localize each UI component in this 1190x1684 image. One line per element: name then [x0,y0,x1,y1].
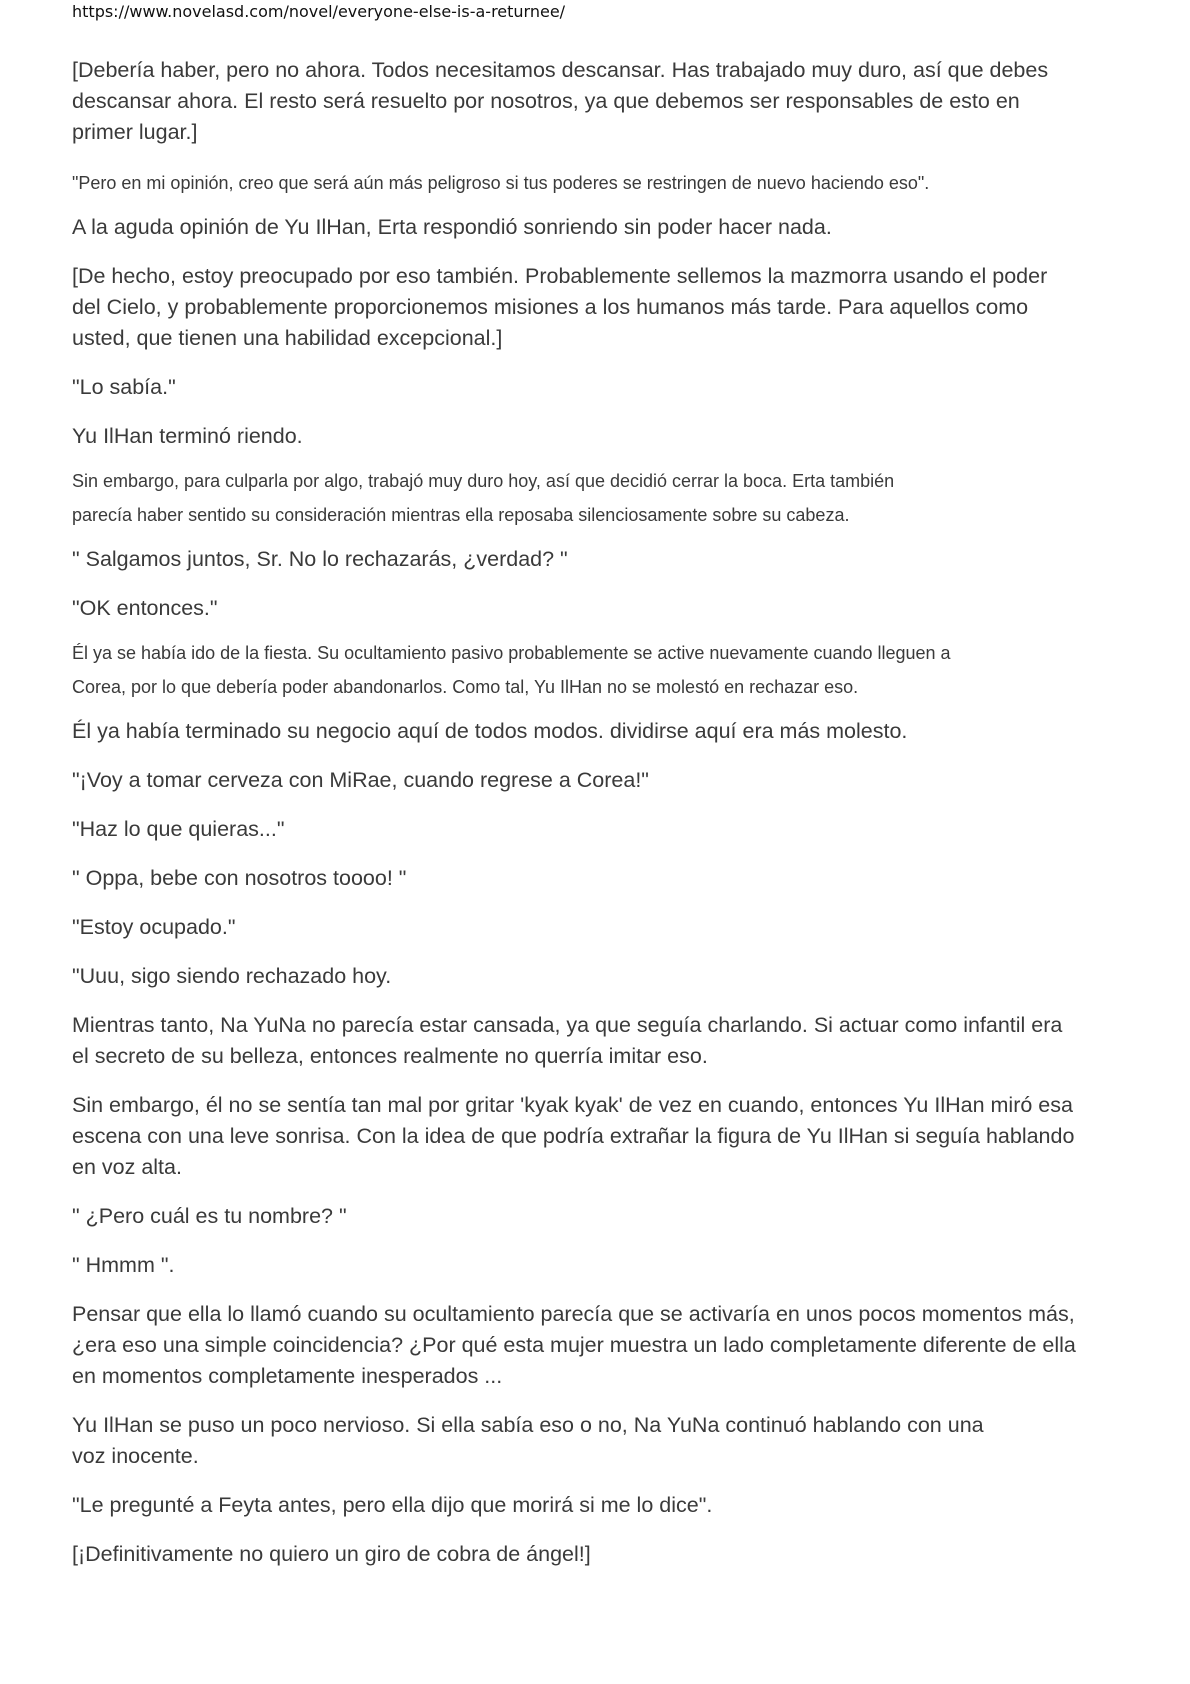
paragraph: "Haz lo que quieras..." [72,817,285,841]
paragraph: Sin embargo, para culparla por algo, trabajó muy duro hoy, así que decidió cerrar la boca. Erta también parecía haber sentido su consideración mientras ella reposaba silenciosamente sobre su cabeza. [72,471,895,525]
paragraph: "Lo sabía." [72,375,176,399]
paragraph: [Debería haber, pero no ahora. Todos necesitamos descansar. Has trabajado muy duro, así que debes descansar ahora. El resto será resuelto por nosotros, ya que debemos ser responsables de esto en primer lugar.] [72,58,1049,144]
paragraph: "Pero en mi opinión, creo que será aún más peligroso si tus poderes se restringen de nuevo haciendo eso". [72,173,930,193]
paragraph: Él ya había terminado su negocio aquí de todos modos. dividirse aquí era más molesto. [72,719,908,743]
paragraph: " Oppa, bebe con nosotros toooo! " [72,866,407,890]
paragraph: Mientras tanto, Na YuNa no parecía estar cansada, ya que seguía charlando. Si actuar como infantil era el secreto de su belleza, entonces realmente no querría imitar eso. [72,1013,1063,1068]
paragraph: [De hecho, estoy preocupado por eso también. Probablemente sellemos la mazmorra usando el poder del Cielo, y probablemente proporcionemos misiones a los humanos más tarde. Para aquellos como usted, que tienen una habilidad excepcional.] [72,264,1048,350]
paragraph: "OK entonces." [72,596,218,620]
document-body [72,55,1132,1588]
paragraph: Yu IlHan terminó riendo. [72,424,303,448]
paragraph: "¡Voy a tomar cerveza con MiRae, cuando regrese a Corea!" [72,768,649,792]
paragraph: " Hmmm ". [72,1253,175,1277]
page-url[interactable]: https://www.novelasd.com/novel/everyone-else-is-a-returnee/ [72,2,566,21]
paragraph: [¡Definitivamente no quiero un giro de cobra de ángel!] [72,1542,591,1566]
paragraph: Pensar que ella lo llamó cuando su ocultamiento parecía que se activaría en unos pocos momentos más, ¿era eso una simple coincidencia? ¿Por qué esta mujer muestra un lado completamente diferente de ella en momentos completamente inesperados ... [72,1302,1076,1388]
paragraph: Él ya se había ido de la fiesta. Su ocultamiento pasivo probablemente se active nuevamente cuando lleguen a Corea, por lo que debería poder abandonarlos. Como tal, Yu IlHan no se molestó en rechazar eso. [72,643,951,697]
paragraph: "Le pregunté a Feyta antes, pero ella dijo que morirá si me lo dice". [72,1493,713,1517]
paragraph: " Salgamos juntos, Sr. No lo rechazarás, ¿verdad? " [72,547,568,571]
paragraph: "Uuu, sigo siendo rechazado hoy. [72,964,392,988]
paragraph: "Estoy ocupado." [72,915,236,939]
paragraph: Sin embargo, él no se sentía tan mal por gritar 'kyak kyak' de vez en cuando, entonces Yu IlHan miró esa escena con una leve sonrisa. Con la idea de que podría extrañar la figura de Yu IlHan si seguía hablando en voz alta. [72,1093,1075,1179]
paragraph: " ¿Pero cuál es tu nombre? " [72,1204,347,1228]
paragraph: A la aguda opinión de Yu IlHan, Erta respondió sonriendo sin poder hacer nada. [72,215,832,239]
paragraph: Yu IlHan se puso un poco nervioso. Si ella sabía eso o no, Na YuNa continuó hablando con una voz inocente. [72,1413,984,1468]
